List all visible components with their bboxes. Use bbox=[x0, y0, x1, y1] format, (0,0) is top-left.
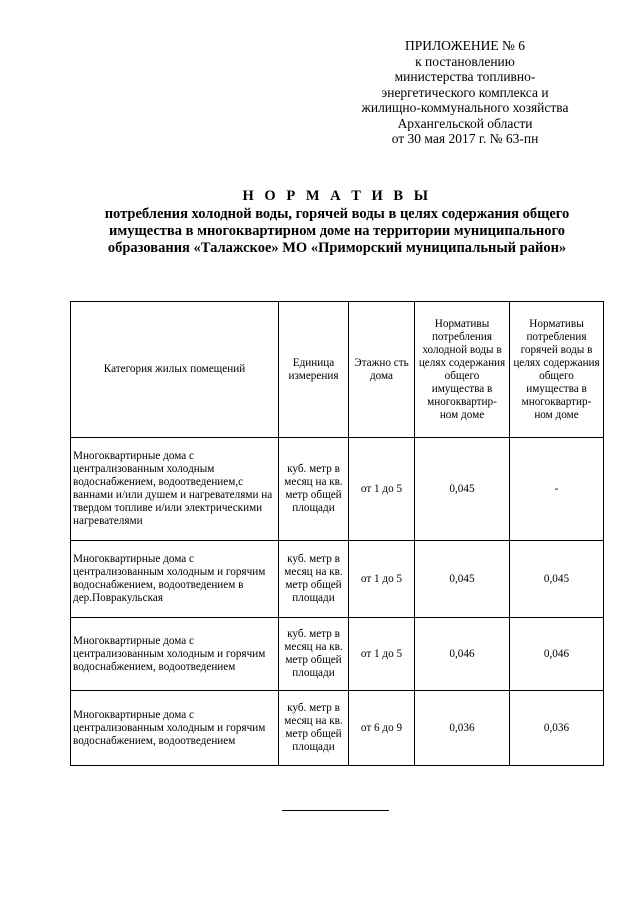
table-row bbox=[71, 618, 604, 691]
cell-unit: куб. метр в месяц на кв. метр общей площади bbox=[279, 541, 349, 618]
cell-cold: 0,045 bbox=[415, 541, 510, 618]
document-subtitle-line: потребления холодной воды, горячей воды в целях содержания общего bbox=[104, 206, 570, 222]
document-subtitle-line: имущества в многоквартирном доме на территории муниципального bbox=[109, 223, 565, 239]
header-hot-water-norm: Нормативы потребления горячей воды в целях содержания общего имущества в многоквартир- ном доме bbox=[510, 302, 604, 438]
table-header-row bbox=[71, 302, 604, 438]
appendix-block bbox=[330, 38, 600, 147]
header-category: Категория жилых помещений bbox=[71, 302, 279, 438]
document-heading bbox=[70, 188, 604, 257]
cell-floors: от 1 до 5 bbox=[349, 541, 415, 618]
appendix-line: ПРИЛОЖЕНИЕ № 6 bbox=[404, 38, 526, 53]
cell-hot: 0,045 bbox=[510, 541, 604, 618]
appendix-line: министерства топливно- bbox=[394, 69, 536, 84]
appendix-line: от 30 мая 2017 г. № 63-пн bbox=[391, 131, 539, 146]
cell-category: Многоквартирные дома с централизованным холодным водоснабжением, водоотведением,с ваннами и/или душем и нагревателями на твердом топливе и/или электрическими нагревателями bbox=[71, 438, 279, 541]
cell-unit: куб. метр в месяц на кв. метр общей площади bbox=[279, 438, 349, 541]
appendix-line: к постановлению bbox=[415, 53, 515, 69]
footer-divider bbox=[282, 810, 389, 811]
norms-table bbox=[70, 301, 604, 766]
document-subtitle-line: образования «Талажское» МО «Приморский муниципальный район» bbox=[107, 240, 567, 256]
cell-cold: 0,036 bbox=[415, 691, 510, 766]
appendix-line: жилищно-коммунального хозяйства bbox=[361, 100, 569, 115]
appendix-line: Архангельской области bbox=[397, 115, 533, 131]
cell-hot: 0,046 bbox=[510, 618, 604, 691]
table-row bbox=[71, 541, 604, 618]
cell-category: Многоквартирные дома с централизованным холодным и горячим водоснабжением, водоотведением bbox=[71, 691, 279, 766]
table-row bbox=[71, 438, 604, 541]
cell-floors: от 6 до 9 bbox=[349, 691, 415, 766]
table-row bbox=[71, 691, 604, 766]
cell-floors: от 1 до 5 bbox=[349, 618, 415, 691]
appendix-line: энергетического комплекса и bbox=[381, 84, 549, 100]
cell-unit: куб. метр в месяц на кв. метр общей площади bbox=[279, 691, 349, 766]
cell-floors: от 1 до 5 bbox=[349, 438, 415, 541]
cell-cold: 0,046 bbox=[415, 618, 510, 691]
cell-hot: - bbox=[510, 438, 604, 541]
cell-hot: 0,036 bbox=[510, 691, 604, 766]
cell-category: Многоквартирные дома с централизованным холодным и горячим водоснабжением, водоотведением bbox=[71, 618, 279, 691]
header-floors: Этажно сть дома bbox=[349, 302, 415, 438]
header-unit: Единица измерения bbox=[279, 302, 349, 438]
header-cold-water-norm: Нормативы потребления холодной воды в целях содержания общего имущества в многоквартир- ном доме bbox=[415, 302, 510, 438]
cell-category: Многоквартирные дома с централизованным холодным и горячим водоснабжением, водоотведением в дер.Повракульская bbox=[71, 541, 279, 618]
document-title: Н О Р М А Т И В Ы bbox=[242, 188, 432, 204]
cell-unit: куб. метр в месяц на кв. метр общей площади bbox=[279, 618, 349, 691]
cell-cold: 0,045 bbox=[415, 438, 510, 541]
